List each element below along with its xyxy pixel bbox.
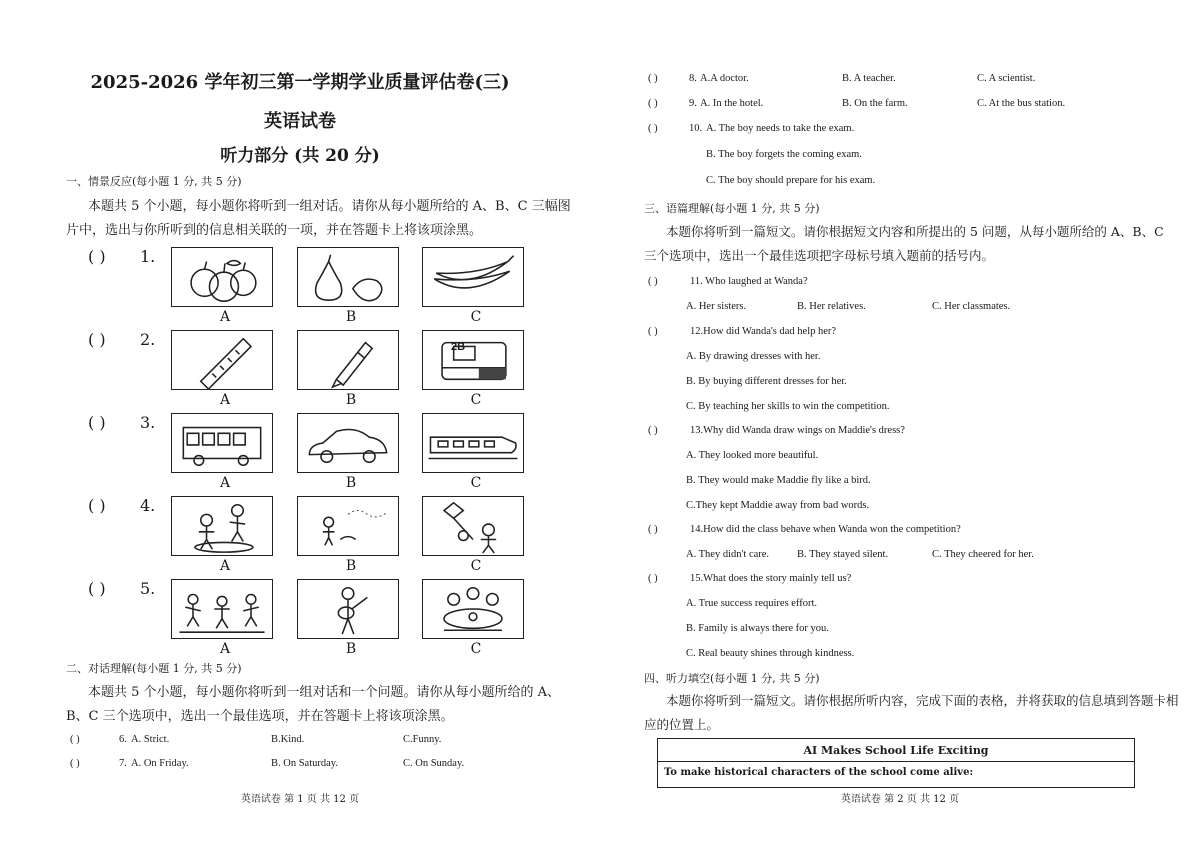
car-picture[interactable]	[297, 413, 399, 473]
left-page-footer: 英语试卷 第 1 页 共 12 页	[240, 794, 360, 805]
q8-number: 8.	[689, 73, 697, 84]
q14-question: 14.How did the class behave when Wanda won the competition?	[690, 524, 961, 535]
q15-bracket[interactable]: ( )	[648, 573, 658, 584]
kids-dancing-picture[interactable]	[171, 579, 273, 639]
q8-bracket[interactable]: ( )	[648, 73, 658, 84]
q13-question: 13.Why did Wanda draw wings on Maddie's dress?	[690, 425, 905, 436]
kids-playing-sand-picture[interactable]	[297, 496, 399, 556]
q14-option-a: A. They didn't care.	[686, 549, 770, 560]
q1-option-b-label: B	[345, 309, 357, 325]
q10-number: 10.	[689, 123, 703, 134]
q11-question: 11. Who laughed at Wanda?	[690, 276, 808, 287]
q10-option-a: A. The boy needs to take the exam.	[706, 123, 855, 134]
q14-bracket[interactable]: ( )	[648, 524, 658, 535]
section3-instruction: 本题你将听到一篇短文。请你根据短文内容和所提出的 5 问题，从每小题所给的 A、B、C 三个选项中，选出一个最佳选项把字母标号填入题前的括号内。	[644, 224, 1164, 263]
q3-option-c-label: C	[470, 475, 482, 491]
q12-bracket[interactable]: ( )	[648, 326, 658, 337]
q6-option-a: A. Strict.	[131, 734, 170, 745]
q2-option-b-label: B	[345, 392, 357, 408]
q6-option-c: C.Funny.	[403, 734, 442, 745]
q6-bracket[interactable]: ( )	[70, 734, 80, 745]
q14-option-c: C. They cheered for her.	[932, 549, 1034, 560]
q3-option-a-label: A	[219, 475, 231, 491]
q15-option-b: B. Family is always there for you.	[686, 623, 829, 634]
q4-option-b-label: B	[345, 558, 357, 574]
q5-bracket[interactable]: ( )	[88, 579, 106, 598]
q11-option-b: B. Her relatives.	[797, 301, 866, 312]
q13-option-c: C.They kept Maddie away from bad words.	[686, 500, 870, 511]
exam-title: 2025-2026 学年初三第一学期学业质量评估卷(三)	[90, 72, 510, 93]
q2-option-a-label: A	[219, 392, 231, 408]
q1-option-a-label: A	[219, 309, 231, 325]
eraser-picture[interactable]	[422, 330, 524, 390]
q12-option-c: C. By teaching her skills to win the competition.	[686, 401, 890, 412]
q7-number: 7.	[119, 758, 127, 769]
q10-bracket[interactable]: ( )	[648, 123, 658, 134]
q9-bracket[interactable]: ( )	[648, 98, 658, 109]
q4-number: 4.	[140, 496, 156, 515]
ruler-picture[interactable]	[171, 330, 273, 390]
q3-option-b-label: B	[345, 475, 357, 491]
q7-bracket[interactable]: ( )	[70, 758, 80, 769]
q13-option-b: B. They would make Maddie fly like a bird.	[686, 475, 871, 486]
q10-option-c: C. The boy should prepare for his exam.	[706, 175, 876, 186]
q9-option-b: B. On the farm.	[842, 98, 908, 109]
q5-option-c-label: C	[470, 641, 482, 657]
q8-option-a: A.A doctor.	[700, 73, 749, 84]
train-picture[interactable]	[422, 413, 524, 473]
q3-number: 3.	[140, 413, 156, 432]
banana-picture[interactable]	[422, 247, 524, 307]
q3-bracket[interactable]: ( )	[88, 413, 106, 432]
q14-option-b: B. They stayed silent.	[797, 549, 889, 560]
q2-bracket[interactable]: ( )	[88, 330, 106, 349]
q7-option-b: B. On Saturday.	[271, 758, 338, 769]
q6-number: 6.	[119, 734, 127, 745]
q7-option-a: A. On Friday.	[131, 758, 189, 769]
q13-bracket[interactable]: ( )	[648, 425, 658, 436]
section4-instruction: 本题你将听到一篇短文。请你根据所听内容，完成下面的表格，并将获取的信息填到答题卡相应的位置上。	[644, 693, 1179, 732]
kids-painting-picture[interactable]	[171, 496, 273, 556]
right-page-footer: 英语试卷 第 2 页 共 12 页	[840, 794, 960, 805]
q9-option-a: A. In the hotel.	[700, 98, 764, 109]
q1-bracket[interactable]: ( )	[88, 247, 106, 266]
q9-option-c: C. At the bus station.	[977, 98, 1066, 109]
q2-number: 2.	[140, 330, 156, 349]
exam-subtitle: 英语试卷	[264, 111, 336, 132]
q5-number: 5.	[140, 579, 156, 598]
q5-option-a-label: A	[219, 641, 231, 657]
q12-question: 12.How did Wanda's dad help her?	[690, 326, 837, 337]
section4-heading: 四、听力填空(每小题 1 分, 共 5 分)	[644, 672, 820, 685]
table-divider	[658, 761, 1134, 762]
right-page	[600, 0, 1200, 849]
apple-picture[interactable]	[171, 247, 273, 307]
q1-option-c-label: C	[470, 309, 482, 325]
section1-heading: 一、情景反应(每小题 1 分, 共 5 分)	[66, 175, 242, 188]
family-dinner-picture[interactable]	[422, 579, 524, 639]
q10-option-b: B. The boy forgets the coming exam.	[706, 149, 862, 160]
q5-option-b-label: B	[345, 641, 357, 657]
q4-option-a-label: A	[219, 558, 231, 574]
table-title: AI Makes School Life Exciting	[803, 744, 989, 757]
pen-picture[interactable]	[297, 330, 399, 390]
bus-picture[interactable]	[171, 413, 273, 473]
table-row-1: To make historical characters of the school come alive:	[664, 767, 974, 778]
kids-kite-picture[interactable]	[422, 496, 524, 556]
q8-option-c: C. A scientist.	[977, 73, 1036, 84]
q7-option-c: C. On Sunday.	[403, 758, 465, 769]
q2-option-c-label: C	[470, 392, 482, 408]
info-table	[657, 738, 1135, 788]
section1-instruction: 本题共 5 个小题，每小题你将听到一组对话。请你从每小题所给的 A、B、C 三幅图片中，选出与你所听到的信息相关联的一项，并在答题卡上将该项涂黑。	[66, 199, 571, 238]
section2-heading: 二、对话理解(每小题 1 分, 共 5 分)	[66, 662, 242, 675]
eraser-label: 2B	[451, 341, 466, 353]
section3-heading: 三、语篇理解(每小题 1 分, 共 5 分)	[644, 202, 820, 215]
q1-number: 1.	[140, 247, 156, 266]
q13-option-a: A. They looked more beautiful.	[686, 450, 819, 461]
kid-guitar-picture[interactable]	[297, 579, 399, 639]
q15-question: 15.What does the story mainly tell us?	[690, 573, 852, 584]
q4-bracket[interactable]: ( )	[88, 496, 106, 515]
pear-picture[interactable]	[297, 247, 399, 307]
q11-bracket[interactable]: ( )	[648, 276, 658, 287]
section2-instruction: 本题共 5 个小题，每小题你将听到一组对话和一个问题。请你从每小题所给的 A、B、C 三个选项中，选出一个最佳选项，并在答题卡上将该项涂黑。	[66, 685, 561, 724]
q12-option-a: A. By drawing dresses with her.	[686, 351, 821, 362]
q15-option-a: A. True success requires effort.	[686, 598, 818, 609]
q9-number: 9.	[689, 98, 697, 109]
q11-option-a: A. Her sisters.	[686, 301, 747, 312]
listening-heading: 听力部分 (共 20 分)	[220, 146, 380, 166]
q4-option-c-label: C	[470, 558, 482, 574]
q11-option-c: C. Her classmates.	[932, 301, 1011, 312]
q12-option-b: B. By buying different dresses for her.	[686, 376, 847, 387]
q8-option-b: B. A teacher.	[842, 73, 896, 84]
q6-option-b: B.Kind.	[271, 734, 305, 745]
q15-option-c: C. Real beauty shines through kindness.	[686, 648, 855, 659]
